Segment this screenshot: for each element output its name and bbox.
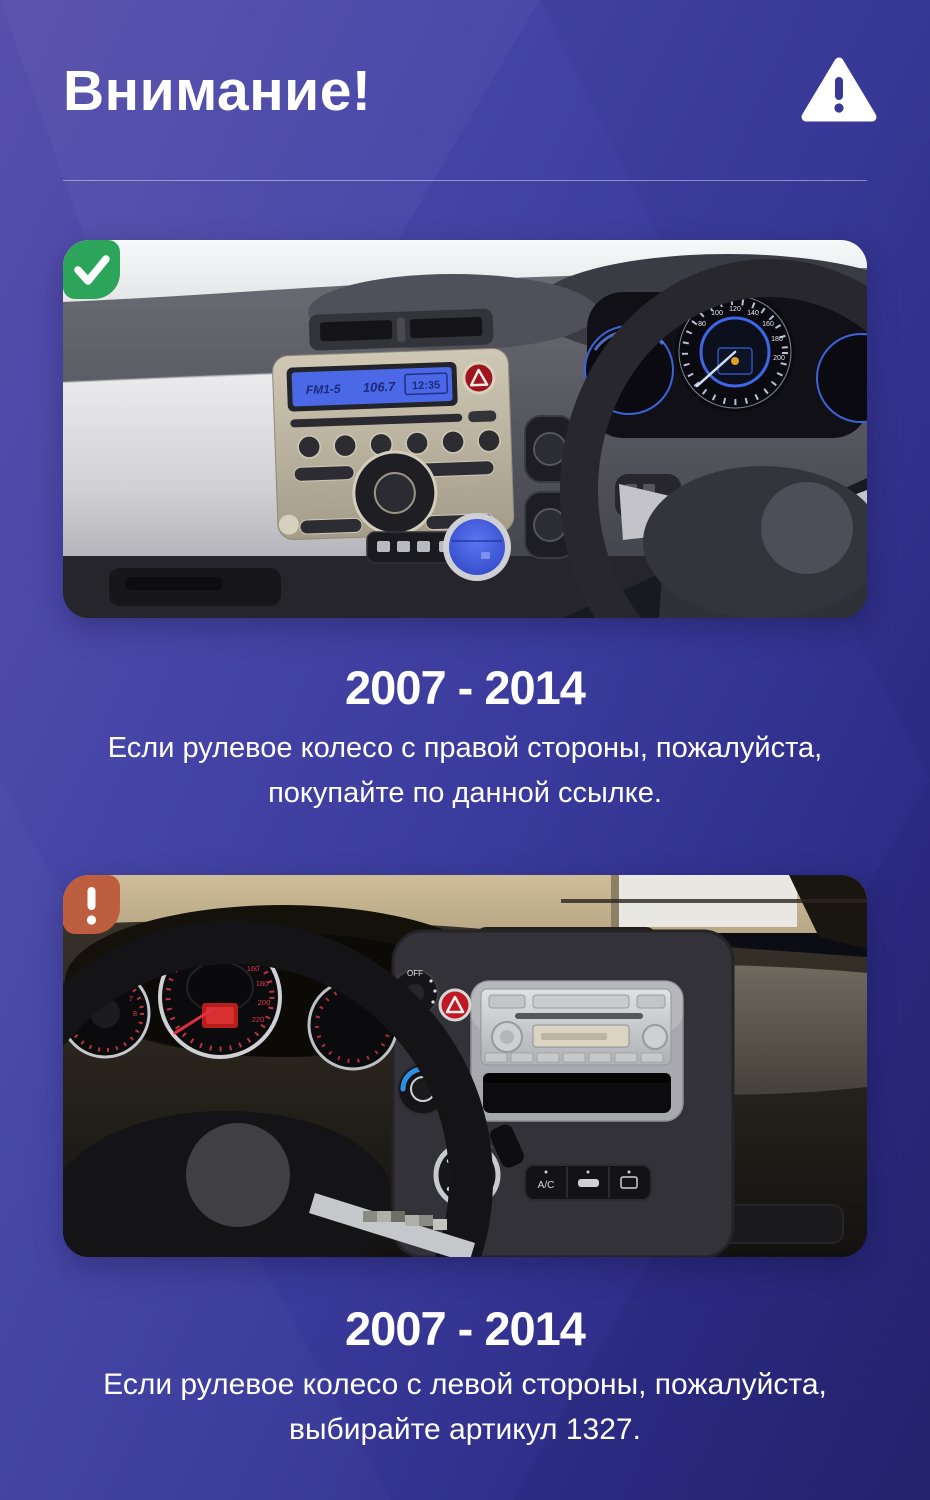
gauge-numeral: 120 — [213, 949, 227, 958]
gauge-numeral: 200 — [773, 355, 785, 362]
gauge-numeral: 180 — [255, 979, 269, 988]
check-icon — [63, 240, 120, 299]
ac-button-panel — [525, 1165, 651, 1200]
gauge-numeral: 80 — [698, 321, 706, 328]
gauge-numeral: 220 — [251, 1015, 265, 1024]
gauge-numeral: 4 — [87, 983, 93, 992]
gauge-numeral: 140 — [231, 953, 245, 962]
gauge-numeral: 7 — [128, 994, 134, 1003]
hazard-button — [463, 362, 494, 393]
warning-triangle-icon — [800, 56, 878, 124]
gauge-numeral: 180 — [771, 336, 783, 343]
radio-unit — [481, 989, 671, 1065]
ac-button-label: A/C — [537, 1180, 555, 1191]
gauge-numeral: 160 — [246, 964, 260, 973]
gauge-numeral: 160 — [762, 321, 774, 328]
rhd-dashboard-illustration — [63, 240, 867, 618]
gauge-numeral: 100 — [711, 310, 723, 317]
gauge-numeral: 200 — [257, 998, 271, 1007]
climate-display — [443, 513, 511, 581]
warning-badge — [63, 875, 120, 934]
check-badge — [63, 240, 120, 299]
year-range: 2007 - 2014 — [345, 661, 585, 714]
card-lhd-photo — [63, 875, 867, 1257]
lhd-dashboard-illustration — [63, 875, 867, 1257]
gauge-numeral: 8 — [132, 1009, 138, 1018]
radio-lcd — [292, 367, 453, 407]
gauge-numeral: 100 — [195, 953, 209, 962]
radio-unit — [272, 348, 514, 540]
caption-lhd: Если рулевое колесо с левой стороны, пожалуйста, выбирайте артикул 1327. — [103, 1368, 827, 1446]
gauge-numeral: 120 — [729, 306, 741, 313]
radio-clock-text: 12:35 — [411, 379, 441, 393]
caption-rhd: Если рулевое колесо с правой стороны, пожалуйста, покупайте по данной ссылке. — [107, 732, 823, 809]
gauge-numeral: 140 — [747, 310, 759, 317]
exclamation-icon — [63, 875, 120, 934]
volume-select-knob — [352, 451, 437, 536]
page-title: Внимание! — [63, 59, 372, 123]
card-rhd-photo — [63, 240, 867, 618]
radio-freq-text: 106.7 — [362, 378, 396, 396]
gauge-numeral: 6 — [117, 983, 123, 992]
center-vents — [309, 308, 494, 350]
radio-band-text: FM1-5 — [305, 381, 341, 398]
storage-pocket — [483, 1073, 671, 1113]
hazard-button — [440, 990, 470, 1020]
fan-knob-off-label: OFF — [407, 969, 423, 978]
divider — [63, 180, 867, 181]
year-range: 2007 - 2014 — [345, 1302, 585, 1355]
gauge-numeral: 5 — [102, 979, 108, 988]
